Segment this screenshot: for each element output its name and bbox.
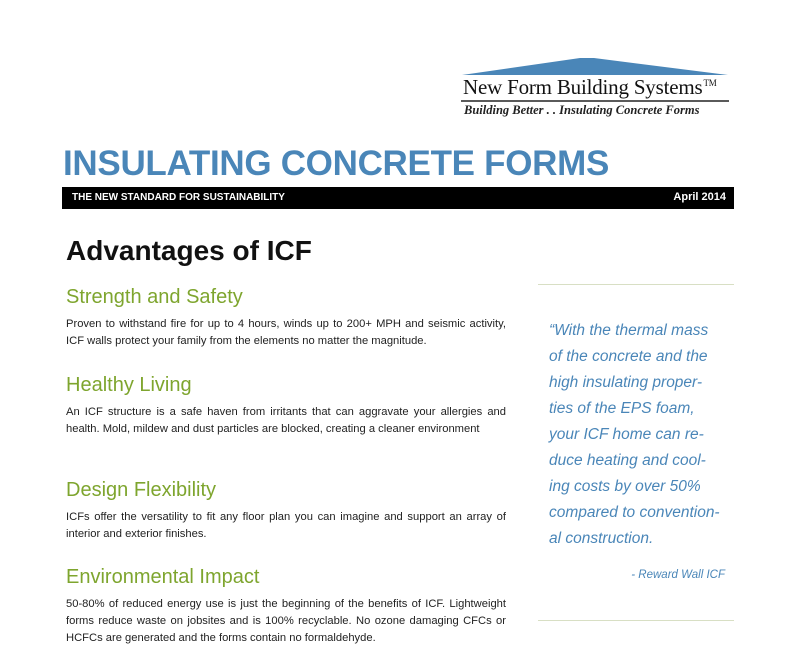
quote-line: your ICF home can re- bbox=[549, 426, 704, 443]
newsletter-title: INSULATING CONCRETE FORMS bbox=[63, 144, 610, 183]
quote-line: duce heating and cool- bbox=[549, 452, 706, 469]
sidebar-bottom-divider bbox=[538, 620, 734, 621]
company-tagline: Building Better . . Insulating Concrete Forms bbox=[464, 103, 700, 117]
quote-line: ties of the EPS foam, bbox=[549, 400, 695, 417]
quote-line: high insulating proper- bbox=[549, 374, 703, 391]
quote-attribution: - Reward Wall ICF bbox=[631, 569, 725, 581]
section-title: Strength and Safety bbox=[66, 286, 243, 308]
section-body: 50-80% of reduced energy use is just the beginning of the benefits of ICF. Lightweight forms reduce waste on jobsites and is 100% recyclable. No ozone damaging CFCs or HCFCs are generated and the forms contain no formaldehyde. bbox=[66, 598, 506, 644]
section-strength-safety bbox=[66, 286, 506, 350]
section-title: Environmental Impact bbox=[66, 566, 260, 588]
company-name: New Form Building Systems™ bbox=[463, 75, 717, 99]
trademark-mark: TM bbox=[703, 78, 717, 88]
section-body: Proven to withstand fire for up to 4 hours, winds up to 200+ MPH and seismic activity, ICF walls protect your family from the elements no matter the magnitude. bbox=[66, 318, 506, 347]
quote-line: al construction. bbox=[549, 530, 654, 547]
section-design-flexibility bbox=[66, 479, 506, 543]
section-body: An ICF structure is a safe haven from irritants that can aggravate your allergies and health. Mold, mildew and dust particles are blocked, creating a cleaner environment bbox=[66, 406, 506, 435]
sidebar-top-divider bbox=[538, 284, 734, 285]
quote-line: “With the thermal mass bbox=[549, 322, 709, 339]
page-heading: Advantages of ICF bbox=[66, 235, 312, 266]
section-title: Design Flexibility bbox=[66, 479, 217, 501]
quote-line: ing costs by over 50% bbox=[549, 478, 701, 495]
quote-line: compared to convention- bbox=[549, 504, 720, 521]
section-body: ICFs offer the versatility to fit any floor plan you can imagine and support an array of interior and exterior finishes. bbox=[66, 511, 506, 540]
section-environmental-impact bbox=[66, 566, 506, 647]
section-title: Healthy Living bbox=[66, 374, 192, 396]
logo-divider bbox=[461, 100, 729, 102]
banner-subtitle: THE NEW STANDARD FOR SUSTAINABILITY bbox=[72, 192, 285, 203]
section-healthy-living bbox=[66, 374, 506, 438]
pull-quote bbox=[549, 318, 739, 552]
issue-date: April 2014 bbox=[673, 191, 726, 203]
roof-logo-icon bbox=[458, 56, 733, 76]
quote-line: of the concrete and the bbox=[549, 348, 708, 365]
header-banner bbox=[62, 187, 734, 209]
company-logo bbox=[458, 56, 733, 126]
